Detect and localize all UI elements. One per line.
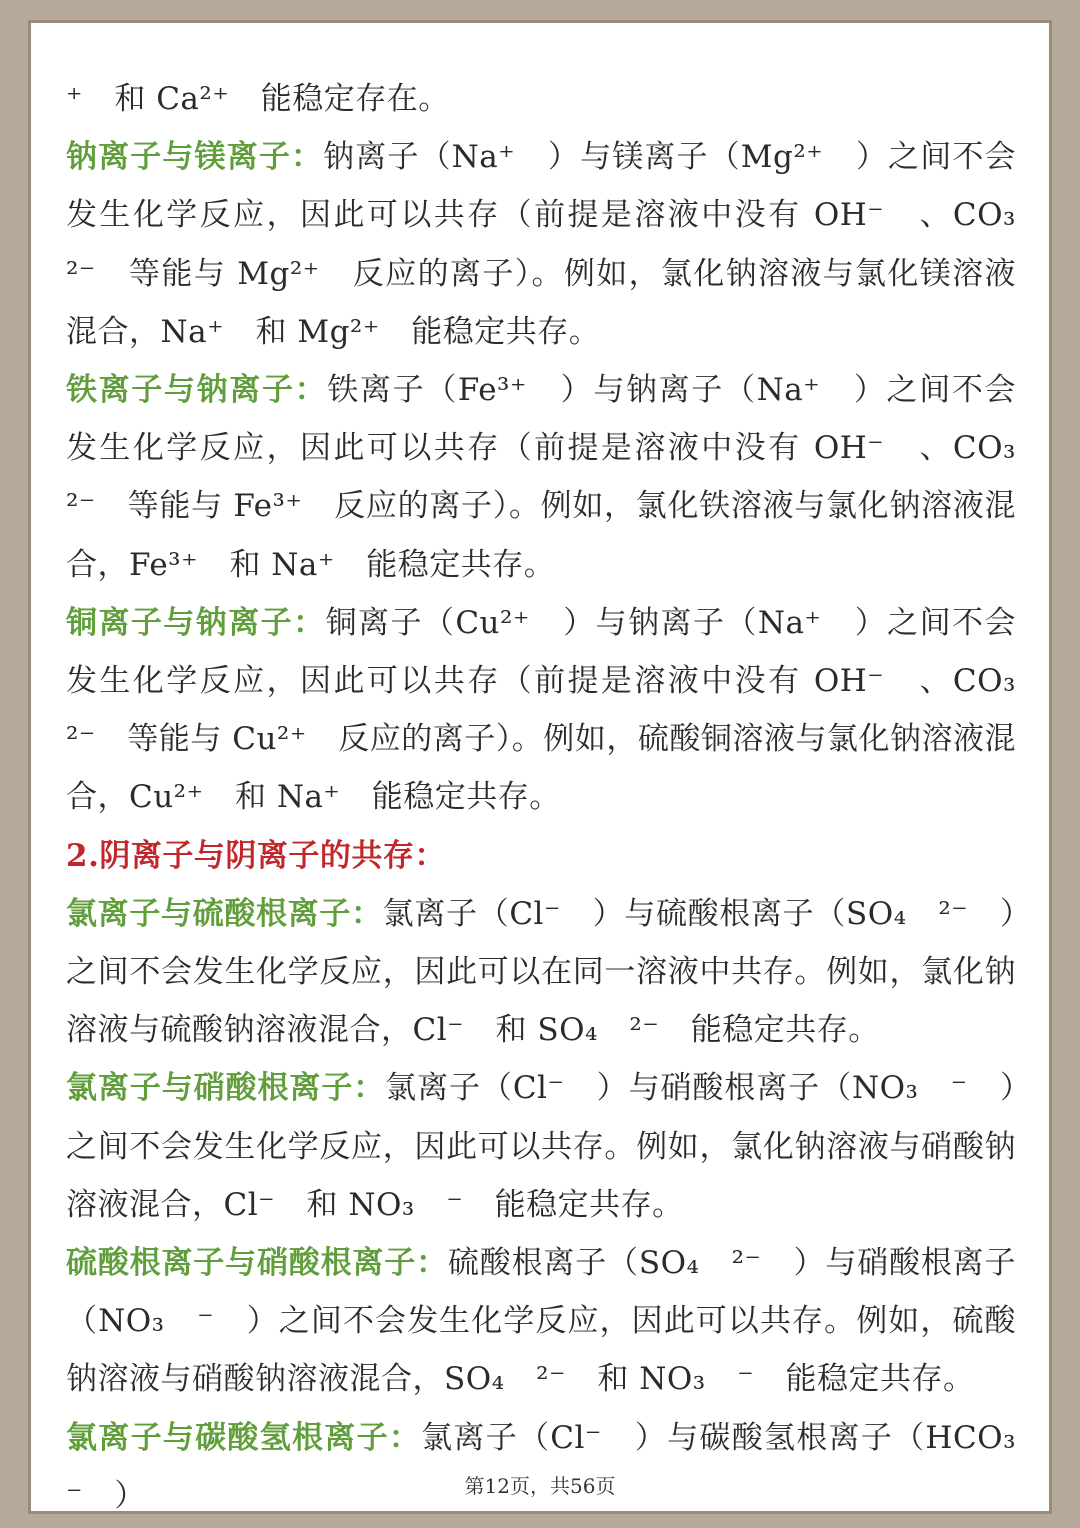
- paragraph-fe-na: [66, 361, 1048, 594]
- paragraph-na-mg: [66, 128, 1048, 361]
- paragraph-so4-no3: [66, 1234, 1016, 1409]
- paragraph-cl-hco3: [66, 1409, 1048, 1525]
- paragraph-cl-so4: [66, 885, 1016, 1060]
- paragraph-body: 铁离子（Fe³⁺ ）与钠离子（Na⁺ ）之间不会发生化学反应，因此可以共存（前提是溶液中没有 OH⁻ 、CO₃ ²⁻ 等能与 Fe³⁺ 反应的离子）。例如，氯化铁溶液与氯化钠溶液混合，Fe³⁺ 和 Na⁺ 能稳定共存。: [66, 372, 1048, 583]
- paragraph-body: 铜离子（Cu²⁺ ）与钠离子（Na⁺ ）之间不会发生化学反应，因此可以共存（前提是溶液中没有 OH⁻ 、CO₃ ²⁻ 等能与 Cu²⁺ 反应的离子）。例如，硫酸铜溶液与氯化钠溶液混合，Cu²⁺ 和 Na⁺ 能稳定共存。: [66, 604, 1048, 816]
- paragraph-body: 氯离子（Cl⁻ ）与硫酸根离子（SO₄ ²⁻ ）之间不会发生化学反应，因此可以在同一溶液中共存。例如，氯化钠溶液与硫酸钠溶液混合，Cl⁻ 和 SO₄ ²⁻ 能稳定共存。: [66, 895, 1016, 1049]
- paragraph-heading: 硫酸根离子与硝酸根离子：: [66, 1245, 448, 1282]
- page-content: [66, 70, 1048, 1525]
- paragraph-cu-na: [66, 594, 1048, 827]
- paragraph-body: 氯离子（Cl⁻ ）与碳酸氢根离子（HCO₃ ⁻ ）: [66, 1419, 1048, 1514]
- section-title: 2.阴离子与阴离子的共存：: [66, 837, 446, 874]
- page-number: 第12页，共56页: [464, 1474, 616, 1498]
- paragraph-cl-no3: [66, 1059, 1016, 1234]
- paragraph-heading: 铁离子与钠离子：: [66, 372, 328, 409]
- paragraph-body: 钠离子（Na⁺ ）与镁离子（Mg²⁺ ）之间不会发生化学反应，因此可以共存（前提是溶液中没有 OH⁻ 、CO₃ ²⁻ 等能与 Mg²⁺ 反应的离子）。例如，氯化钠溶液与氯化镁溶液混合，Na⁺ 和 Mg²⁺ 能稳定共存。: [66, 139, 1048, 350]
- paragraph-heading: 氯离子与碳酸氢根离子：: [66, 1419, 422, 1456]
- paragraph-heading: 氯离子与硝酸根离子：: [66, 1070, 386, 1107]
- paragraph-heading: 氯离子与硫酸根离子：: [66, 895, 383, 932]
- paragraph-body: ⁺ 和 Ca²⁺ 能稳定存在。: [66, 81, 450, 117]
- paragraph-body: 硫酸根离子（SO₄ ²⁻ ）与硝酸根离子（NO₃ ⁻ ）之间不会发生化学反应，因此可以共存。例如，硫酸钠溶液与硝酸钠溶液混合，SO₄ ²⁻ 和 NO₃ ⁻ 能稳定共存。: [66, 1245, 1017, 1398]
- paragraph-heading: 铜离子与钠离子：: [66, 604, 326, 641]
- paragraph-heading: 钠离子与镁离子：: [66, 139, 324, 176]
- paragraph-ca-ending: [66, 70, 1016, 128]
- paragraph-body: 氯离子（Cl⁻ ）与硝酸根离子（NO₃ ⁻ ）之间不会发生化学反应，因此可以共存。例如，氯化钠溶液与硝酸钠溶液混合，Cl⁻ 和 NO₃ ⁻ 能稳定共存。: [66, 1070, 1016, 1223]
